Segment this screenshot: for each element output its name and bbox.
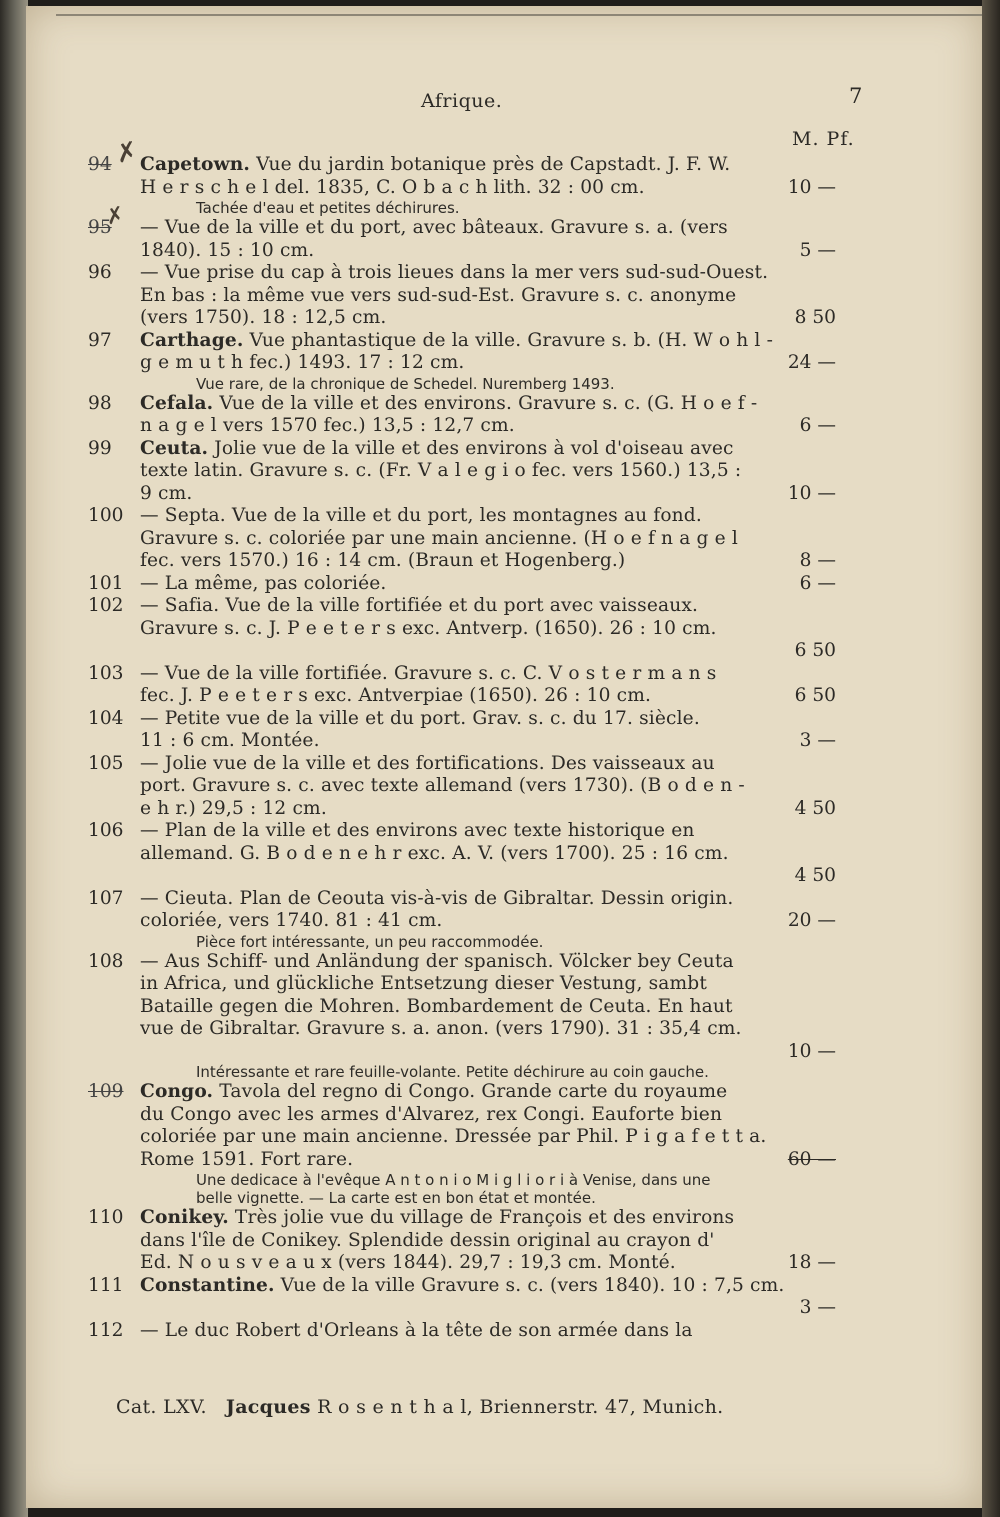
catalog-entry (26, 663, 982, 708)
entry-text-line: — La même, pas coloriée. (140, 572, 387, 594)
page-number: 7 (849, 84, 863, 108)
catalog-entry (26, 951, 982, 1082)
catalog-entry (26, 505, 982, 573)
catalog-entry (26, 1275, 982, 1320)
entry-price: 3 — (799, 1297, 836, 1318)
catalog-entry (26, 708, 982, 753)
entry-number: 95 (88, 217, 112, 238)
entry-note: Pièce fort intéressante, un peu raccommodée. (196, 932, 544, 951)
entry-price: 5 — (799, 239, 836, 261)
entry-text-line: — Plan de la ville et des environs avec texte historique en (140, 820, 695, 841)
entry-text-line: Gravure s. c. coloriée par une main ancienne. (H o e f n a g e l (140, 527, 738, 549)
entry-text-line: fec. J. P e e t e r s exc. Antverpiae (1650). 26 : 10 cm. (140, 685, 652, 706)
catalog-entry (26, 438, 982, 506)
catalog-entries (26, 154, 982, 1342)
entry-price: 6 50 (794, 685, 836, 706)
entry-number: 106 (88, 820, 124, 841)
entry-title: Congo. (140, 1081, 214, 1102)
entry-number: 107 (88, 887, 124, 909)
catalog-entry (26, 330, 982, 393)
catalog-page (26, 6, 982, 1508)
entry-note: belle vignette. — La carte est en bon état et montée. (196, 1189, 596, 1207)
entry-text-line: — Petite vue de la ville et du port. Grav. s. c. du 17. siècle. (140, 707, 700, 729)
entry-price: 6 50 (794, 640, 836, 661)
entry-text-line: Bataille gegen die Mohren. Bombardement de Ceuta. En haut (140, 995, 733, 1017)
entry-note: Une dedicace à l'evêque A n t o n i o M i g l i o r i à Venise, dans une (196, 1171, 711, 1189)
catalog-entry (26, 393, 982, 438)
book-edge (982, 0, 1000, 1517)
footer-dealer: Jacques (225, 1396, 311, 1418)
entry-text-line: 1840). 15 : 10 cm. (140, 239, 315, 261)
price-column-header: M. Pf. (792, 128, 855, 150)
entry-number: 94 (88, 154, 112, 175)
entry-title: Constantine. (140, 1274, 275, 1296)
entry-number: 105 (88, 752, 124, 774)
entry-text-line: En bas : la même vue vers sud-sud-Est. Gravure s. c. anonyme (140, 284, 737, 306)
entry-text-line: Ed. N o u s v e a u x (vers 1844). 29,7 : 19,3 cm. Monté. (140, 1252, 676, 1273)
entry-text-line: H e r s c h e l del. 1835, C. O b a c h lith. 32 : 00 cm. (140, 176, 645, 198)
entry-text-line: Carthage. Vue phantastique de la ville. Gravure s. b. (H. W o h l - (140, 329, 774, 351)
entry-text-line: fec. vers 1570.) 16 : 14 cm. (Braun et Hogenberg.) (140, 550, 626, 571)
entry-title: Conikey. (140, 1207, 229, 1228)
entry-number: 97 (88, 329, 112, 351)
book-spine (0, 0, 28, 1517)
entry-text-line: e h r.) 29,5 : 12 cm. (140, 797, 327, 819)
entry-text-line: g e m u t h fec.) 1493. 17 : 12 cm. (140, 352, 465, 373)
entry-text-line: — Cieuta. Plan de Ceouta vis-à-vis de Gibraltar. Dessin origin. (140, 887, 734, 909)
entry-price: 18 — (787, 1252, 836, 1273)
entry-text-line: 11 : 6 cm. Montée. (140, 730, 320, 751)
entry-number: 109 (88, 1081, 124, 1102)
footer-surname: R o s e n t h a l (317, 1396, 467, 1418)
entry-text-line: Capetown. Vue du jardin botanique près de Capstadt. J. F. W. (140, 154, 731, 175)
entry-price: 10 — (787, 1040, 836, 1062)
entry-text-line: — Septa. Vue de la ville et du port, les montagnes au fond. (140, 505, 702, 526)
entry-text-line: — Vue de la ville fortifiée. Gravure s. c. C. V o s t e r m a n s (140, 662, 717, 684)
catalog-entry (26, 595, 982, 663)
entry-text-line: 9 cm. (140, 482, 193, 504)
entry-text-line: in Africa, und glückliche Entsetzung dieser Vestung, sambt (140, 973, 707, 994)
entry-text-line: du Congo avec les armes d'Alvarez, rex Congi. Eauforte bien (140, 1103, 723, 1125)
entry-number: 103 (88, 662, 124, 684)
top-rule (56, 14, 982, 16)
entry-text-line: Congo. Tavola del regno di Congo. Grande carte du royaume (140, 1081, 728, 1102)
entry-title: Ceuta. (140, 437, 209, 459)
entry-text-line: Constantine. Vue de la ville Gravure s. c. (vers 1840). 10 : 7,5 cm. (140, 1274, 785, 1296)
entry-text-line: — Vue prise du cap à trois lieues dans la mer vers sud-sud-Ouest. (140, 262, 769, 283)
catalog-entry (26, 573, 982, 596)
catalog-entry (26, 820, 982, 888)
entry-number: 98 (88, 392, 112, 414)
entry-text-line: — Jolie vue de la ville et des fortifications. Des vaisseaux au (140, 752, 715, 774)
entry-title: Carthage. (140, 329, 244, 351)
entry-note: Vue rare, de la chronique de Schedel. Nuremberg 1493. (196, 374, 615, 393)
catalog-entry (26, 262, 982, 330)
catalog-entry (26, 888, 982, 951)
entry-text-line: port. Gravure s. c. avec texte allemand (vers 1730). (B o d e n - (140, 775, 745, 796)
page-footer (116, 1396, 723, 1418)
entry-price: 4 50 (794, 797, 836, 819)
entry-text-line: coloriée par une main ancienne. Dressée par Phil. P i g a f e t t a. (140, 1126, 767, 1147)
entry-price: 6 — (799, 415, 836, 436)
entry-title: Cefala. (140, 392, 214, 414)
entry-text-line: vue de Gibraltar. Gravure s. a. anon. (vers 1790). 31 : 35,4 cm. (140, 1018, 742, 1039)
entry-price: 20 — (787, 910, 836, 931)
entry-number: 102 (88, 595, 124, 616)
entry-number: 104 (88, 707, 124, 729)
entry-text-line: Cefala. Vue de la ville et des environs. Gravure s. c. (G. H o e f - (140, 392, 758, 414)
entry-text-line: coloriée, vers 1740. 81 : 41 cm. (140, 910, 443, 931)
entry-text-line: (vers 1750). 18 : 12,5 cm. (140, 307, 387, 328)
entry-text-line: Gravure s. c. J. P e e t e r s exc. Antverp. (1650). 26 : 10 cm. (140, 617, 717, 639)
entry-number: 111 (88, 1274, 124, 1296)
entry-price: 10 — (787, 176, 836, 198)
running-title: Afrique. (421, 90, 503, 112)
entry-number: 112 (88, 1319, 124, 1341)
price-line (26, 1297, 982, 1320)
entry-price: 60 — (787, 1148, 836, 1170)
pencil-mark-icon: ✗ (103, 202, 127, 231)
entry-number: 100 (88, 505, 124, 526)
entry-text-line: texte latin. Gravure s. c. (Fr. V a l e g i o fec. vers 1560.) 13,5 : (140, 460, 742, 481)
entry-text-line: Conikey. Très jolie vue du village de François et des environs (140, 1207, 735, 1228)
catalog-entry (26, 1320, 982, 1343)
entry-price: 4 50 (794, 865, 836, 886)
catalog-entry (26, 753, 982, 821)
price-line (26, 865, 982, 888)
entry-number: 108 (88, 950, 124, 972)
pencil-mark-icon: ✗ (113, 136, 141, 170)
entry-text-line: Rome 1591. Fort rare. (140, 1148, 354, 1170)
entry-number: 99 (88, 437, 112, 459)
catalog-entry (26, 154, 982, 217)
catalog-entry (26, 1207, 982, 1275)
footer-catalog: Cat. LXV. (116, 1396, 207, 1418)
entry-text-line: Ceuta. Jolie vue de la ville et des environs à vol d'oiseau avec (140, 437, 734, 459)
entry-text-line: n a g e l vers 1570 fec.) 13,5 : 12,7 cm. (140, 415, 515, 436)
entry-text-line: — Aus Schiff- und Anländung der spanisch. Völcker bey Ceuta (140, 950, 734, 972)
entry-note: Tachée d'eau et petites déchirures. (196, 199, 460, 217)
catalog-entry (26, 1081, 982, 1207)
entry-price: 8 50 (794, 307, 836, 328)
entry-price: 24 — (787, 352, 836, 373)
entry-price: 3 — (799, 730, 836, 751)
entry-text-line: dans l'île de Conikey. Splendide dessin original au crayon d' (140, 1229, 715, 1251)
price-line (26, 1041, 982, 1064)
entry-price: 6 — (799, 572, 836, 594)
entry-note: Intéressante et rare feuille-volante. Petite déchirure au coin gauche. (196, 1063, 709, 1081)
catalog-entry (26, 217, 982, 262)
price-line (26, 640, 982, 663)
entry-text-line: — Le duc Robert d'Orleans à la tête de son armée dans la (140, 1319, 693, 1341)
entry-title: Capetown. (140, 154, 251, 175)
entry-number: 110 (88, 1207, 124, 1228)
entry-price: 10 — (787, 482, 836, 504)
entry-text-line: allemand. G. B o d e n e h r exc. A. V. (vers 1700). 25 : 16 cm. (140, 842, 729, 864)
entry-number: 101 (88, 572, 124, 594)
entry-number: 96 (88, 262, 112, 283)
entry-text-line: — Vue de la ville et du port, avec bâteaux. Gravure s. a. (vers (140, 217, 728, 238)
entry-price: 8 — (799, 550, 836, 571)
footer-address: , Briennerstr. 47, Munich. (466, 1396, 724, 1418)
entry-text-line: — Safia. Vue de la ville fortifiée et du port avec vaisseaux. (140, 595, 699, 616)
